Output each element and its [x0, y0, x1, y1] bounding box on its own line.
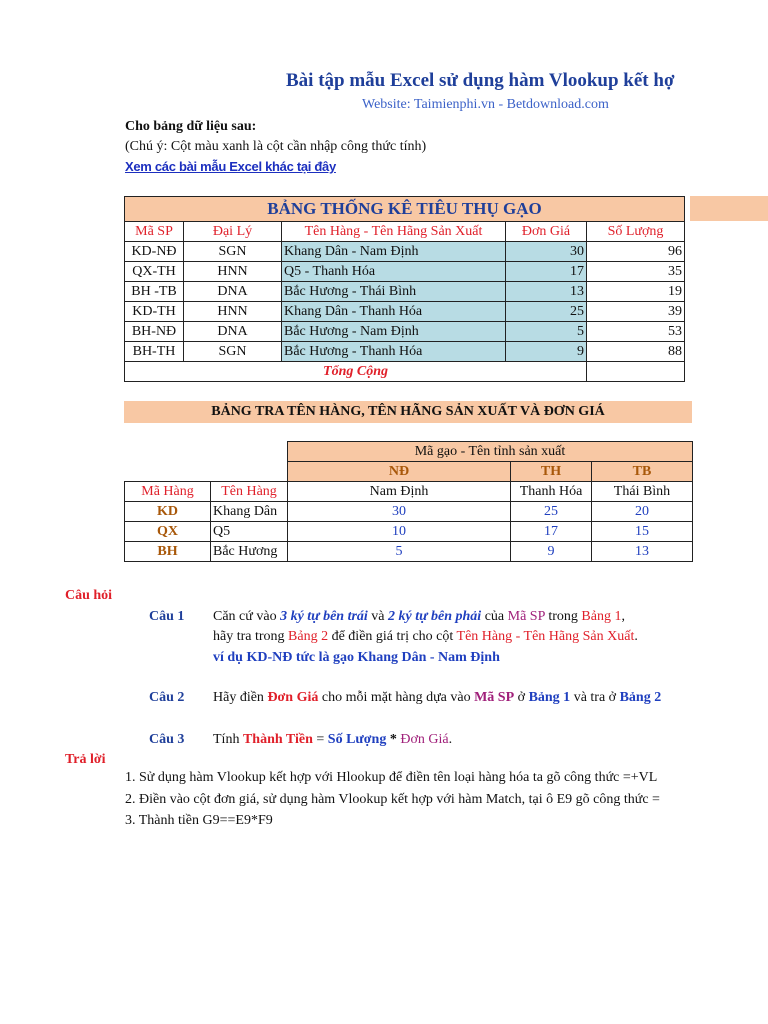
col-code-nd: NĐ [288, 462, 511, 482]
website-line: Website: Taimienphi.vn - Betdownload.com [362, 97, 609, 112]
q1-text: và [367, 609, 389, 624]
q1-text: để điền giá trị cho cột [328, 629, 457, 644]
province-nam-dinh: Nam Định [288, 482, 511, 502]
cell-code[interactable]: QX-TH [125, 262, 184, 282]
province-thanh-hoa: Thanh Hóa [511, 482, 592, 502]
cell-code[interactable]: BH -TB [125, 282, 184, 302]
q1-text: hãy tra trong [213, 629, 289, 644]
question-1-line2 [213, 629, 638, 645]
q2-bang1: Bảng 1 [528, 690, 571, 705]
table-row [125, 342, 685, 362]
cell-price[interactable]: 20 [592, 502, 693, 522]
cell-item-name[interactable]: Q5 [211, 522, 288, 542]
total-row [125, 362, 685, 382]
q1-text: trong [544, 609, 582, 624]
cell-code[interactable]: BH-TH [125, 342, 184, 362]
more-samples-link[interactable]: Xem các bài mẫu Excel khác tại đây [125, 159, 336, 174]
answers-heading: Trả lời [65, 752, 106, 767]
cell-agent[interactable]: DNA [184, 322, 282, 342]
q3-don-gia: Đơn Giá [400, 732, 449, 747]
cell-code[interactable]: BH-NĐ [125, 322, 184, 342]
cell-price[interactable]: 13 [506, 282, 587, 302]
cell-agent[interactable]: HNN [184, 302, 282, 322]
cell-price[interactable]: 25 [511, 502, 592, 522]
blank-cell [125, 442, 211, 462]
col-header-name: Tên Hàng - Tên Hãng Sản Xuất [282, 222, 506, 242]
cell-name[interactable]: Q5 - Thanh Hóa [282, 262, 506, 282]
total-label: Tổng Cộng [125, 362, 587, 382]
q2-text: và tra ở [570, 690, 620, 705]
col-header-qty: Số Lượng [587, 222, 685, 242]
col-header-price: Đơn Giá [506, 222, 587, 242]
rice-consumption-table [124, 196, 685, 382]
q1-text: của [481, 609, 508, 624]
cell-item-code[interactable]: KD [125, 502, 211, 522]
answer-3: 3. Thành tiền G9==E9*F9 [125, 813, 273, 828]
intro-heading: Cho bảng dữ liệu sau: [125, 119, 257, 134]
table-row [125, 322, 685, 342]
cell-price[interactable]: 9 [506, 342, 587, 362]
question-3-text [213, 732, 452, 748]
table-row [125, 262, 685, 282]
cell-price[interactable]: 5 [506, 322, 587, 342]
cell-agent[interactable]: HNN [184, 262, 282, 282]
q3-text: Tính [213, 732, 243, 747]
cell-qty[interactable]: 35 [587, 262, 685, 282]
cell-name[interactable]: Khang Dân - Nam Định [282, 242, 506, 262]
q1-left-chars: 3 ký tự bên trái [280, 609, 368, 624]
table-row [125, 302, 685, 322]
col-code-tb: TB [592, 462, 693, 482]
q1-text: , [621, 609, 625, 624]
cell-code[interactable]: KD-TH [125, 302, 184, 322]
total-value-cell[interactable] [587, 362, 685, 382]
table-row [125, 542, 693, 562]
cell-agent[interactable]: DNA [184, 282, 282, 302]
cell-price[interactable]: 9 [511, 542, 592, 562]
q2-don-gia: Đơn Giá [267, 690, 319, 705]
answer-1: 1. Sử dụng hàm Vlookup kết hợp với Hlookup để điền tên loại hàng hóa ta gõ công thức =+VL [125, 770, 658, 785]
answer-2: 2. Điền vào cột đơn giá, sử dụng hàm Vlookup kết hợp với hàm Match, tại ô E9 gõ công thức = [125, 792, 660, 807]
question-2-text [213, 690, 661, 706]
q1-column-name: Tên Hàng - Tên Hãng Sản Xuất [456, 629, 635, 644]
cell-price[interactable]: 17 [506, 262, 587, 282]
table-row [125, 522, 693, 542]
page-title: Bài tập mẫu Excel sử dụng hàm Vlookup kết hợ [286, 70, 675, 91]
cell-price[interactable]: 30 [506, 242, 587, 262]
q3-so-luong: Số Lượng [327, 732, 387, 747]
q2-text: Hãy điền [213, 690, 268, 705]
question-1-example: ví dụ KD-NĐ tức là gạo Khang Dân - Nam Định [213, 650, 500, 665]
table-row [125, 242, 685, 262]
cell-item-name[interactable]: Bắc Hương [211, 542, 288, 562]
table-row [125, 502, 693, 522]
question-3-label: Câu 3 [149, 732, 185, 747]
cell-agent[interactable]: SGN [184, 342, 282, 362]
cell-code[interactable]: KD-NĐ [125, 242, 184, 262]
q1-text: . [634, 629, 638, 644]
cell-price[interactable]: 17 [511, 522, 592, 542]
cell-item-name[interactable]: Khang Dân [211, 502, 288, 522]
table1-title: BẢNG THỐNG KÊ TIÊU THỤ GẠO [125, 197, 685, 222]
question-1-label: Câu 1 [149, 609, 185, 624]
cell-price[interactable]: 25 [506, 302, 587, 322]
col-header-agent: Đại Lý [184, 222, 282, 242]
cell-name[interactable]: Khang Dân - Thanh Hóa [282, 302, 506, 322]
cell-item-code[interactable]: BH [125, 542, 211, 562]
col-header-item-name: Tên Hàng [211, 482, 288, 502]
cell-name[interactable]: Bắc Hương - Thanh Hóa [282, 342, 506, 362]
q1-bang1: Bảng 1 [581, 609, 622, 624]
lookup-subheader: Mã gạo - Tên tỉnh sản xuất [288, 442, 693, 462]
cell-price[interactable]: 5 [288, 542, 511, 562]
cell-name[interactable]: Bắc Hương - Nam Định [282, 322, 506, 342]
cell-qty[interactable]: 39 [587, 302, 685, 322]
q1-right-chars: 2 ký tự bên phải [388, 609, 482, 624]
cell-price[interactable]: 30 [288, 502, 511, 522]
cell-price[interactable]: 15 [592, 522, 693, 542]
lookup-table-title: BẢNG TRA TÊN HÀNG, TÊN HÃNG SẢN XUẤT VÀ ĐƠN GIÁ [124, 401, 692, 423]
cell-price[interactable]: 13 [592, 542, 693, 562]
questions-heading: Câu hỏi [65, 588, 113, 603]
cell-qty[interactable]: 53 [587, 322, 685, 342]
q3-text: * [386, 732, 401, 747]
cell-qty[interactable]: 19 [587, 282, 685, 302]
q1-bang2: Bảng 2 [288, 629, 329, 644]
q2-ma-sp: Mã SP [474, 690, 515, 705]
q2-bang2: Bảng 2 [619, 690, 662, 705]
intro-note: (Chú ý: Cột màu xanh là cột cần nhập công thức tính) [125, 139, 427, 154]
cell-item-code[interactable]: QX [125, 522, 211, 542]
cell-qty[interactable]: 96 [587, 242, 685, 262]
col-header-item-code: Mã Hàng [125, 482, 211, 502]
cell-price[interactable]: 10 [288, 522, 511, 542]
q1-ma-sp: Mã SP [507, 609, 545, 624]
q3-text: = [312, 732, 328, 747]
q2-text: ở [514, 690, 529, 705]
q3-thanh-tien: Thành Tiền [242, 732, 313, 747]
blank-cell [211, 442, 288, 462]
province-thai-binh: Thái Bình [592, 482, 693, 502]
cell-agent[interactable]: SGN [184, 242, 282, 262]
q2-text: cho mỗi mặt hàng dựa vào [318, 690, 475, 705]
lookup-table [124, 441, 693, 562]
table-row [125, 282, 685, 302]
q3-text: . [448, 732, 453, 747]
question-2-label: Câu 2 [149, 690, 185, 705]
blank-cell [211, 462, 288, 482]
col-code-th: TH [511, 462, 592, 482]
blank-cell [125, 462, 211, 482]
cell-name[interactable]: Bắc Hương - Thái Bình [282, 282, 506, 302]
table1-title-extension [690, 196, 768, 221]
col-header-code: Mã SP [125, 222, 184, 242]
cell-qty[interactable]: 88 [587, 342, 685, 362]
q1-text: Căn cứ vào [213, 609, 281, 624]
question-1-line1 [213, 609, 625, 625]
